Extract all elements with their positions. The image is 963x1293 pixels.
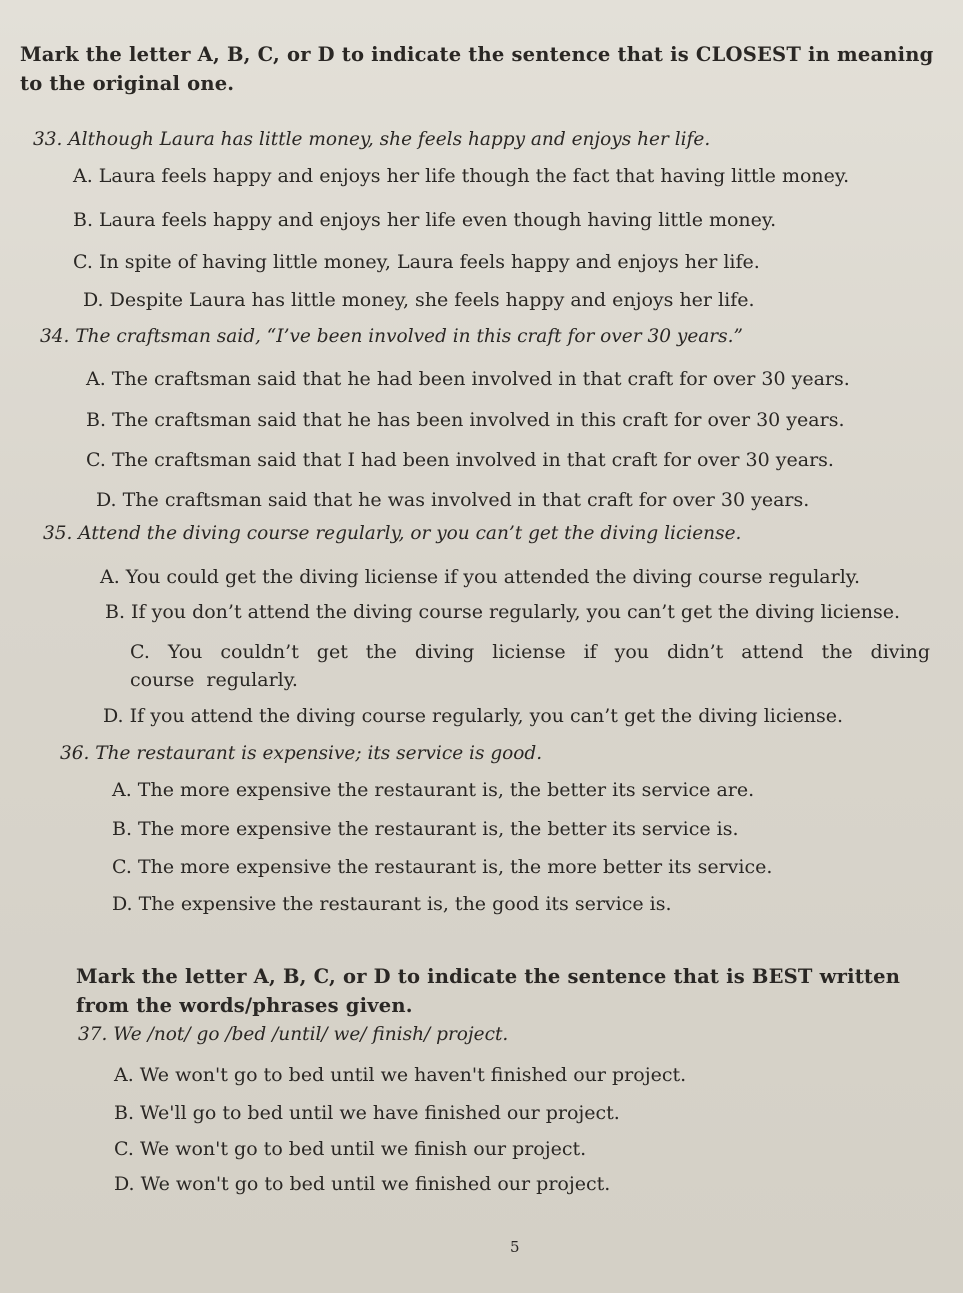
question-33-stem: 33. Although Laura has little money, she feels happy and enjoys her life. [33, 129, 711, 150]
question-36-option-a[interactable]: A. The more expensive the restaurant is, the better its service are. [112, 779, 755, 801]
question-35-option-a[interactable]: A. You could get the diving liciense if you attended the diving course regularly. [100, 566, 861, 588]
question-33-option-d[interactable]: D. Despite Laura has little money, she feels happy and enjoys her life. [83, 289, 755, 311]
question-34-option-c[interactable]: C. The craftsman said that I had been involved in that craft for over 30 years. [86, 449, 834, 471]
question-37-option-b[interactable]: B. We'll go to bed until we have finished our project. [114, 1102, 620, 1124]
question-35-option-b[interactable]: B. If you don’t attend the diving course regularly, you can’t get the diving liciense. [105, 601, 901, 623]
question-36-option-c[interactable]: C. The more expensive the restaurant is, the more better its service. [112, 856, 773, 878]
question-34-option-a[interactable]: A. The craftsman said that he had been involved in that craft for over 30 years. [86, 368, 850, 390]
question-35-option-c[interactable]: C. You couldn’t get the diving liciense if you didn’t attend the diving course regularly. [130, 641, 930, 691]
question-34-option-d[interactable]: D. The craftsman said that he was involved in that craft for over 30 years. [96, 489, 810, 511]
question-33-option-c[interactable]: C. In spite of having little money, Laura feels happy and enjoys her life. [73, 251, 760, 273]
question-36-stem: 36. The restaurant is expensive; its service is good. [60, 743, 543, 764]
question-34-stem: 34. The craftsman said, “I’ve been involved in this craft for over 30 years.” [40, 326, 743, 347]
question-37-option-d[interactable]: D. We won't go to bed until we finished our project. [114, 1173, 611, 1195]
question-33-option-a[interactable]: A. Laura feels happy and enjoys her life though the fact that having little money. [73, 165, 850, 187]
question-35-option-d[interactable]: D. If you attend the diving course regularly, you can’t get the diving liciense. [103, 705, 844, 727]
question-36-option-d[interactable]: D. The expensive the restaurant is, the good its service is. [112, 893, 672, 915]
page-number: 5 [510, 1238, 520, 1256]
question-35-stem: 35. Attend the diving course regularly, or you can’t get the diving liciense. [43, 523, 742, 544]
section1-instruction: Mark the letter A, B, C, or D to indicate the sentence that is CLOSEST in meaning to the original one. [20, 43, 934, 95]
question-37-stem: 37. We /not/ go /bed /until/ we/ finish/ project. [78, 1024, 509, 1045]
section2-instruction: Mark the letter A, B, C, or D to indicate the sentence that is BEST written from the words/phrases given. [76, 965, 901, 1017]
question-36-option-b[interactable]: B. The more expensive the restaurant is, the better its service is. [112, 818, 739, 840]
question-37-option-a[interactable]: A. We won't go to bed until we haven't finished our project. [114, 1064, 687, 1086]
question-34-option-b[interactable]: B. The craftsman said that he has been involved in this craft for over 30 years. [86, 409, 845, 431]
question-37-option-c[interactable]: C. We won't go to bed until we finish our project. [114, 1138, 587, 1160]
question-33-option-b[interactable]: B. Laura feels happy and enjoys her life even though having little money. [73, 209, 777, 231]
